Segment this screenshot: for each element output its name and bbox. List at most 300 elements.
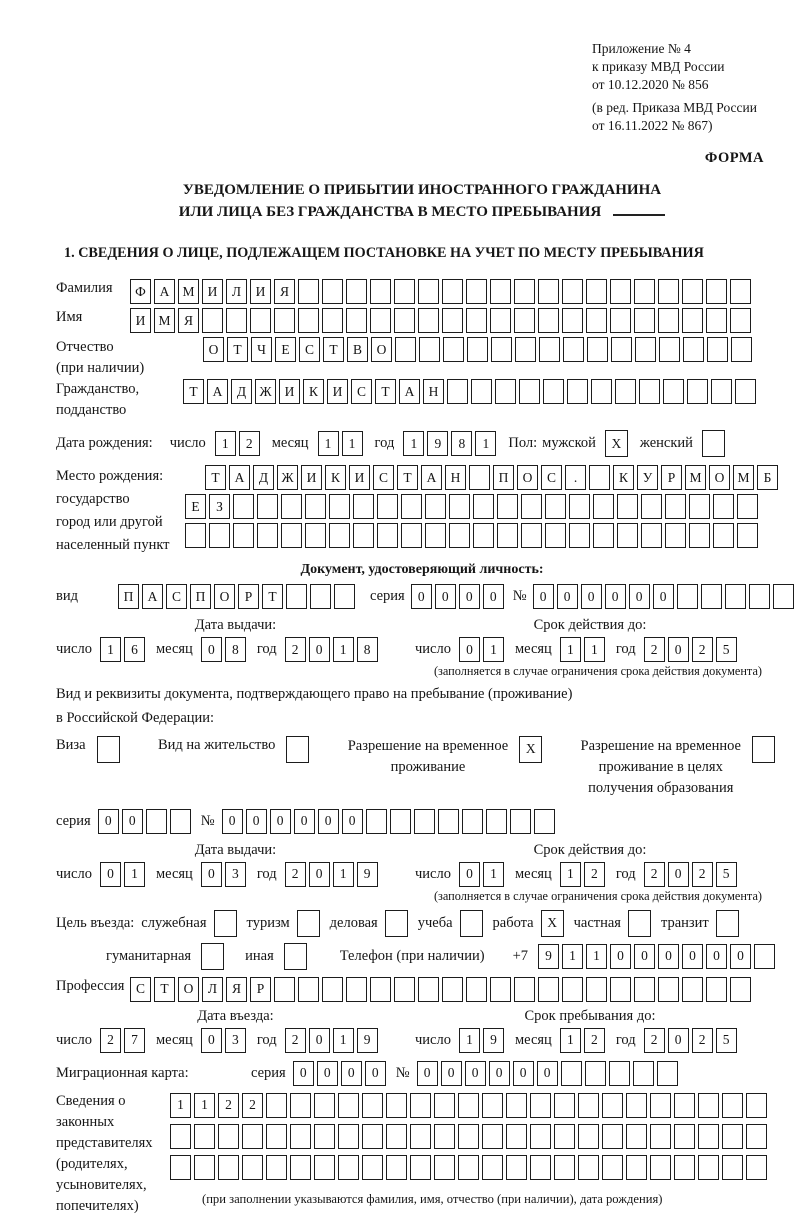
char-box[interactable] xyxy=(170,1124,191,1149)
char-box[interactable] xyxy=(401,523,422,548)
char-box[interactable] xyxy=(722,1155,743,1180)
char-box[interactable]: 0 xyxy=(658,944,679,969)
char-box[interactable]: 0 xyxy=(653,584,674,609)
char-box[interactable] xyxy=(635,337,656,362)
char-box[interactable] xyxy=(586,279,607,304)
char-box[interactable]: О xyxy=(203,337,224,362)
char-box[interactable] xyxy=(201,943,224,970)
char-box[interactable] xyxy=(773,584,794,609)
char-box[interactable] xyxy=(491,337,512,362)
char-box[interactable] xyxy=(218,1124,239,1149)
char-box[interactable] xyxy=(610,977,631,1002)
char-box[interactable] xyxy=(543,379,564,404)
char-box[interactable] xyxy=(713,494,734,519)
char-box[interactable] xyxy=(554,1093,575,1118)
char-box[interactable]: А xyxy=(229,465,250,490)
char-box[interactable] xyxy=(506,1124,527,1149)
char-box[interactable] xyxy=(194,1124,215,1149)
char-box[interactable]: 2 xyxy=(285,862,306,887)
char-box[interactable] xyxy=(290,1124,311,1149)
char-box[interactable] xyxy=(562,977,583,1002)
char-box[interactable] xyxy=(242,1155,263,1180)
char-box[interactable]: 1 xyxy=(475,431,496,456)
char-box[interactable] xyxy=(749,584,770,609)
char-box[interactable] xyxy=(442,977,463,1002)
char-box[interactable] xyxy=(386,1155,407,1180)
char-box[interactable] xyxy=(658,279,679,304)
char-box[interactable] xyxy=(322,279,343,304)
char-box[interactable] xyxy=(754,944,775,969)
char-box[interactable] xyxy=(731,337,752,362)
char-box[interactable] xyxy=(746,1124,767,1149)
char-box[interactable]: 3 xyxy=(225,862,246,887)
char-box[interactable] xyxy=(706,977,727,1002)
char-box[interactable] xyxy=(395,337,416,362)
char-box[interactable] xyxy=(338,1155,359,1180)
char-box[interactable]: Я xyxy=(178,308,199,333)
char-box[interactable] xyxy=(615,379,636,404)
char-box[interactable]: 1 xyxy=(318,431,339,456)
char-box[interactable] xyxy=(725,584,746,609)
char-box[interactable]: 0 xyxy=(122,809,143,834)
char-box[interactable] xyxy=(362,1124,383,1149)
char-box[interactable]: 2 xyxy=(644,1028,665,1053)
char-box[interactable] xyxy=(650,1155,671,1180)
char-box[interactable]: Ф xyxy=(130,279,151,304)
char-box[interactable]: 0 xyxy=(201,637,222,662)
char-box[interactable]: 0 xyxy=(98,809,119,834)
char-box[interactable] xyxy=(698,1093,719,1118)
char-box[interactable] xyxy=(563,337,584,362)
char-box[interactable] xyxy=(722,1093,743,1118)
char-box[interactable] xyxy=(617,523,638,548)
char-box[interactable]: М xyxy=(178,279,199,304)
char-box[interactable]: 2 xyxy=(584,1028,605,1053)
char-box[interactable] xyxy=(586,977,607,1002)
char-box[interactable]: 1 xyxy=(560,637,581,662)
char-box[interactable] xyxy=(458,1124,479,1149)
char-box[interactable] xyxy=(602,1155,623,1180)
char-box[interactable]: 1 xyxy=(403,431,424,456)
char-box[interactable]: 7 xyxy=(124,1028,145,1053)
char-box[interactable]: 0 xyxy=(201,862,222,887)
char-box[interactable] xyxy=(746,1155,767,1180)
char-box[interactable]: 1 xyxy=(560,1028,581,1053)
char-box[interactable]: 6 xyxy=(124,637,145,662)
char-box[interactable] xyxy=(682,308,703,333)
char-box[interactable]: М xyxy=(685,465,706,490)
char-box[interactable] xyxy=(530,1093,551,1118)
char-box[interactable] xyxy=(418,279,439,304)
char-box[interactable] xyxy=(689,494,710,519)
char-box[interactable]: С xyxy=(130,977,151,1002)
char-box[interactable] xyxy=(569,523,590,548)
char-box[interactable] xyxy=(170,1155,191,1180)
char-box[interactable]: А xyxy=(421,465,442,490)
char-box[interactable]: 2 xyxy=(100,1028,121,1053)
char-box[interactable]: С xyxy=(541,465,562,490)
char-box[interactable] xyxy=(515,337,536,362)
char-box[interactable] xyxy=(730,279,751,304)
char-box[interactable] xyxy=(591,379,612,404)
char-box[interactable]: 2 xyxy=(218,1093,239,1118)
char-box[interactable]: И xyxy=(327,379,348,404)
char-box[interactable]: С xyxy=(299,337,320,362)
char-box[interactable] xyxy=(650,1124,671,1149)
char-box[interactable]: Ж xyxy=(255,379,276,404)
char-box[interactable]: 0 xyxy=(459,862,480,887)
char-box[interactable] xyxy=(385,910,408,937)
char-box[interactable]: 0 xyxy=(605,584,626,609)
char-box[interactable] xyxy=(722,1124,743,1149)
char-box[interactable] xyxy=(538,308,559,333)
char-box[interactable] xyxy=(514,308,535,333)
char-box[interactable]: Ч xyxy=(251,337,272,362)
char-box[interactable]: Б xyxy=(757,465,778,490)
char-box[interactable]: 1 xyxy=(586,944,607,969)
char-box[interactable]: М xyxy=(154,308,175,333)
char-box[interactable]: 1 xyxy=(333,637,354,662)
char-box[interactable]: Я xyxy=(274,279,295,304)
char-box[interactable] xyxy=(298,308,319,333)
char-box[interactable] xyxy=(626,1155,647,1180)
char-box[interactable] xyxy=(587,337,608,362)
char-box[interactable]: П xyxy=(493,465,514,490)
char-box[interactable]: Р xyxy=(250,977,271,1002)
char-box[interactable] xyxy=(737,523,758,548)
char-box[interactable]: 0 xyxy=(483,584,504,609)
char-box[interactable]: Т xyxy=(262,584,283,609)
char-box[interactable] xyxy=(658,977,679,1002)
char-box[interactable] xyxy=(585,1061,606,1086)
char-box[interactable]: 0 xyxy=(417,1061,438,1086)
char-box[interactable] xyxy=(257,494,278,519)
char-box[interactable]: 0 xyxy=(309,1028,330,1053)
char-box[interactable] xyxy=(194,1155,215,1180)
char-box[interactable] xyxy=(490,977,511,1002)
char-box[interactable] xyxy=(434,1124,455,1149)
char-box[interactable]: 0 xyxy=(537,1061,558,1086)
char-box[interactable]: 1 xyxy=(194,1093,215,1118)
char-box[interactable] xyxy=(554,1124,575,1149)
char-box[interactable] xyxy=(362,1093,383,1118)
char-box[interactable] xyxy=(641,494,662,519)
char-box[interactable] xyxy=(562,279,583,304)
char-box[interactable]: И xyxy=(130,308,151,333)
char-box[interactable]: 0 xyxy=(533,584,554,609)
char-box[interactable] xyxy=(539,337,560,362)
char-box[interactable] xyxy=(569,494,590,519)
char-box[interactable] xyxy=(329,494,350,519)
char-box[interactable]: 9 xyxy=(483,1028,504,1053)
char-box[interactable] xyxy=(530,1155,551,1180)
char-box[interactable] xyxy=(266,1124,287,1149)
char-box[interactable] xyxy=(641,523,662,548)
char-box[interactable]: Т xyxy=(227,337,248,362)
char-box[interactable]: 0 xyxy=(441,1061,462,1086)
char-box[interactable] xyxy=(586,308,607,333)
char-box[interactable]: З xyxy=(209,494,230,519)
char-box[interactable] xyxy=(438,809,459,834)
char-box[interactable] xyxy=(281,523,302,548)
char-box[interactable] xyxy=(233,523,254,548)
char-box[interactable] xyxy=(386,1093,407,1118)
char-box[interactable] xyxy=(314,1155,335,1180)
char-box[interactable] xyxy=(214,910,237,937)
char-box[interactable]: И xyxy=(349,465,370,490)
char-box[interactable]: Л xyxy=(226,279,247,304)
char-box[interactable] xyxy=(394,977,415,1002)
char-box[interactable] xyxy=(698,1124,719,1149)
char-box[interactable]: X xyxy=(605,430,628,457)
char-box[interactable] xyxy=(617,494,638,519)
char-box[interactable] xyxy=(611,337,632,362)
char-box[interactable]: М xyxy=(733,465,754,490)
char-box[interactable]: С xyxy=(373,465,394,490)
char-box[interactable]: 1 xyxy=(560,862,581,887)
char-box[interactable]: 1 xyxy=(333,862,354,887)
char-box[interactable]: И xyxy=(301,465,322,490)
char-box[interactable] xyxy=(434,1155,455,1180)
char-box[interactable] xyxy=(702,430,725,457)
char-box[interactable] xyxy=(458,1093,479,1118)
char-box[interactable] xyxy=(250,308,271,333)
char-box[interactable]: Е xyxy=(275,337,296,362)
char-box[interactable]: 2 xyxy=(644,862,665,887)
char-box[interactable] xyxy=(554,1155,575,1180)
char-box[interactable] xyxy=(538,977,559,1002)
char-box[interactable] xyxy=(442,279,463,304)
char-box[interactable] xyxy=(674,1124,695,1149)
char-box[interactable] xyxy=(443,337,464,362)
char-box[interactable]: 1 xyxy=(562,944,583,969)
char-box[interactable]: 8 xyxy=(451,431,472,456)
char-box[interactable]: 0 xyxy=(341,1061,362,1086)
char-box[interactable]: 1 xyxy=(483,862,504,887)
char-box[interactable]: 0 xyxy=(435,584,456,609)
char-box[interactable] xyxy=(735,379,756,404)
char-box[interactable] xyxy=(226,308,247,333)
char-box[interactable] xyxy=(366,809,387,834)
char-box[interactable]: Ж xyxy=(277,465,298,490)
char-box[interactable] xyxy=(665,494,686,519)
char-box[interactable]: 0 xyxy=(459,584,480,609)
char-box[interactable] xyxy=(706,279,727,304)
char-box[interactable]: Е xyxy=(185,494,206,519)
char-box[interactable] xyxy=(682,279,703,304)
char-box[interactable] xyxy=(593,523,614,548)
char-box[interactable]: П xyxy=(118,584,139,609)
char-box[interactable]: Д xyxy=(231,379,252,404)
char-box[interactable] xyxy=(377,494,398,519)
char-box[interactable]: 2 xyxy=(285,1028,306,1053)
char-box[interactable] xyxy=(434,1093,455,1118)
char-box[interactable] xyxy=(322,308,343,333)
char-box[interactable]: 8 xyxy=(225,637,246,662)
char-box[interactable] xyxy=(362,1155,383,1180)
char-box[interactable] xyxy=(545,494,566,519)
char-box[interactable] xyxy=(589,465,610,490)
char-box[interactable]: Л xyxy=(202,977,223,1002)
char-box[interactable] xyxy=(466,308,487,333)
char-box[interactable] xyxy=(233,494,254,519)
char-box[interactable] xyxy=(185,523,206,548)
char-box[interactable]: 0 xyxy=(706,944,727,969)
char-box[interactable] xyxy=(495,379,516,404)
char-box[interactable] xyxy=(471,379,492,404)
char-box[interactable] xyxy=(414,809,435,834)
char-box[interactable] xyxy=(419,337,440,362)
char-box[interactable]: 2 xyxy=(239,431,260,456)
char-box[interactable] xyxy=(170,809,191,834)
char-box[interactable] xyxy=(274,977,295,1002)
char-box[interactable] xyxy=(730,977,751,1002)
char-box[interactable]: Р xyxy=(661,465,682,490)
char-box[interactable]: 1 xyxy=(100,637,121,662)
char-box[interactable]: А xyxy=(207,379,228,404)
char-box[interactable] xyxy=(338,1093,359,1118)
char-box[interactable] xyxy=(490,279,511,304)
char-box[interactable] xyxy=(578,1155,599,1180)
char-box[interactable] xyxy=(473,523,494,548)
char-box[interactable] xyxy=(410,1093,431,1118)
char-box[interactable] xyxy=(97,736,120,763)
char-box[interactable]: 0 xyxy=(513,1061,534,1086)
char-box[interactable] xyxy=(514,977,535,1002)
char-box[interactable] xyxy=(497,494,518,519)
char-box[interactable]: И xyxy=(279,379,300,404)
char-box[interactable]: В xyxy=(347,337,368,362)
char-box[interactable] xyxy=(633,1061,654,1086)
char-box[interactable] xyxy=(490,308,511,333)
char-box[interactable] xyxy=(482,1155,503,1180)
char-box[interactable]: 1 xyxy=(584,637,605,662)
char-box[interactable] xyxy=(482,1124,503,1149)
char-box[interactable] xyxy=(663,379,684,404)
char-box[interactable]: 8 xyxy=(357,637,378,662)
char-box[interactable] xyxy=(706,308,727,333)
char-box[interactable] xyxy=(538,279,559,304)
char-box[interactable] xyxy=(425,523,446,548)
char-box[interactable]: О xyxy=(178,977,199,1002)
char-box[interactable] xyxy=(401,494,422,519)
char-box[interactable] xyxy=(377,523,398,548)
char-box[interactable]: 2 xyxy=(242,1093,263,1118)
char-box[interactable] xyxy=(286,736,309,763)
char-box[interactable]: И xyxy=(202,279,223,304)
char-box[interactable] xyxy=(346,977,367,1002)
char-box[interactable] xyxy=(334,584,355,609)
char-box[interactable]: П xyxy=(190,584,211,609)
char-box[interactable]: 1 xyxy=(342,431,363,456)
char-box[interactable] xyxy=(314,1124,335,1149)
char-box[interactable] xyxy=(449,494,470,519)
char-box[interactable] xyxy=(506,1093,527,1118)
char-box[interactable] xyxy=(473,494,494,519)
char-box[interactable]: 0 xyxy=(201,1028,222,1053)
char-box[interactable]: 0 xyxy=(459,637,480,662)
char-box[interactable]: 0 xyxy=(294,809,315,834)
char-box[interactable]: . xyxy=(565,465,586,490)
char-box[interactable] xyxy=(683,337,704,362)
char-box[interactable] xyxy=(674,1155,695,1180)
char-box[interactable] xyxy=(281,494,302,519)
char-box[interactable]: К xyxy=(325,465,346,490)
char-box[interactable]: У xyxy=(637,465,658,490)
char-box[interactable] xyxy=(394,308,415,333)
char-box[interactable] xyxy=(626,1124,647,1149)
char-box[interactable] xyxy=(602,1124,623,1149)
char-box[interactable]: А xyxy=(154,279,175,304)
char-box[interactable] xyxy=(394,279,415,304)
char-box[interactable] xyxy=(329,523,350,548)
char-box[interactable] xyxy=(626,1093,647,1118)
char-box[interactable]: 0 xyxy=(634,944,655,969)
char-box[interactable]: 0 xyxy=(629,584,650,609)
char-box[interactable] xyxy=(530,1124,551,1149)
char-box[interactable] xyxy=(266,1093,287,1118)
char-box[interactable] xyxy=(469,465,490,490)
char-box[interactable]: К xyxy=(613,465,634,490)
char-box[interactable]: 0 xyxy=(309,862,330,887)
char-box[interactable] xyxy=(534,809,555,834)
char-box[interactable] xyxy=(497,523,518,548)
char-box[interactable] xyxy=(297,910,320,937)
char-box[interactable]: 9 xyxy=(427,431,448,456)
char-box[interactable] xyxy=(266,1155,287,1180)
char-box[interactable]: X xyxy=(541,910,564,937)
char-box[interactable]: Т xyxy=(154,977,175,1002)
char-box[interactable] xyxy=(466,977,487,1002)
char-box[interactable] xyxy=(639,379,660,404)
char-box[interactable]: 0 xyxy=(489,1061,510,1086)
char-box[interactable] xyxy=(707,337,728,362)
char-box[interactable]: 0 xyxy=(668,1028,689,1053)
char-box[interactable]: 0 xyxy=(246,809,267,834)
char-box[interactable]: О xyxy=(709,465,730,490)
char-box[interactable] xyxy=(298,977,319,1002)
char-box[interactable] xyxy=(418,977,439,1002)
char-box[interactable] xyxy=(390,809,411,834)
char-box[interactable] xyxy=(370,279,391,304)
char-box[interactable] xyxy=(567,379,588,404)
char-box[interactable] xyxy=(418,308,439,333)
char-box[interactable] xyxy=(698,1155,719,1180)
char-box[interactable]: 5 xyxy=(716,862,737,887)
char-box[interactable]: 0 xyxy=(668,637,689,662)
char-box[interactable] xyxy=(701,584,722,609)
char-box[interactable] xyxy=(353,494,374,519)
char-box[interactable]: 2 xyxy=(692,637,713,662)
char-box[interactable] xyxy=(730,308,751,333)
char-box[interactable]: 9 xyxy=(357,1028,378,1053)
char-box[interactable] xyxy=(202,308,223,333)
char-box[interactable] xyxy=(610,279,631,304)
char-box[interactable] xyxy=(322,977,343,1002)
char-box[interactable] xyxy=(353,523,374,548)
char-box[interactable] xyxy=(746,1093,767,1118)
char-box[interactable] xyxy=(634,308,655,333)
char-box[interactable] xyxy=(284,943,307,970)
char-box[interactable] xyxy=(665,523,686,548)
char-box[interactable]: И xyxy=(250,279,271,304)
char-box[interactable] xyxy=(687,379,708,404)
char-box[interactable]: 0 xyxy=(222,809,243,834)
char-box[interactable]: 0 xyxy=(309,637,330,662)
char-box[interactable] xyxy=(146,809,167,834)
char-box[interactable]: Т xyxy=(183,379,204,404)
char-box[interactable]: 0 xyxy=(411,584,432,609)
